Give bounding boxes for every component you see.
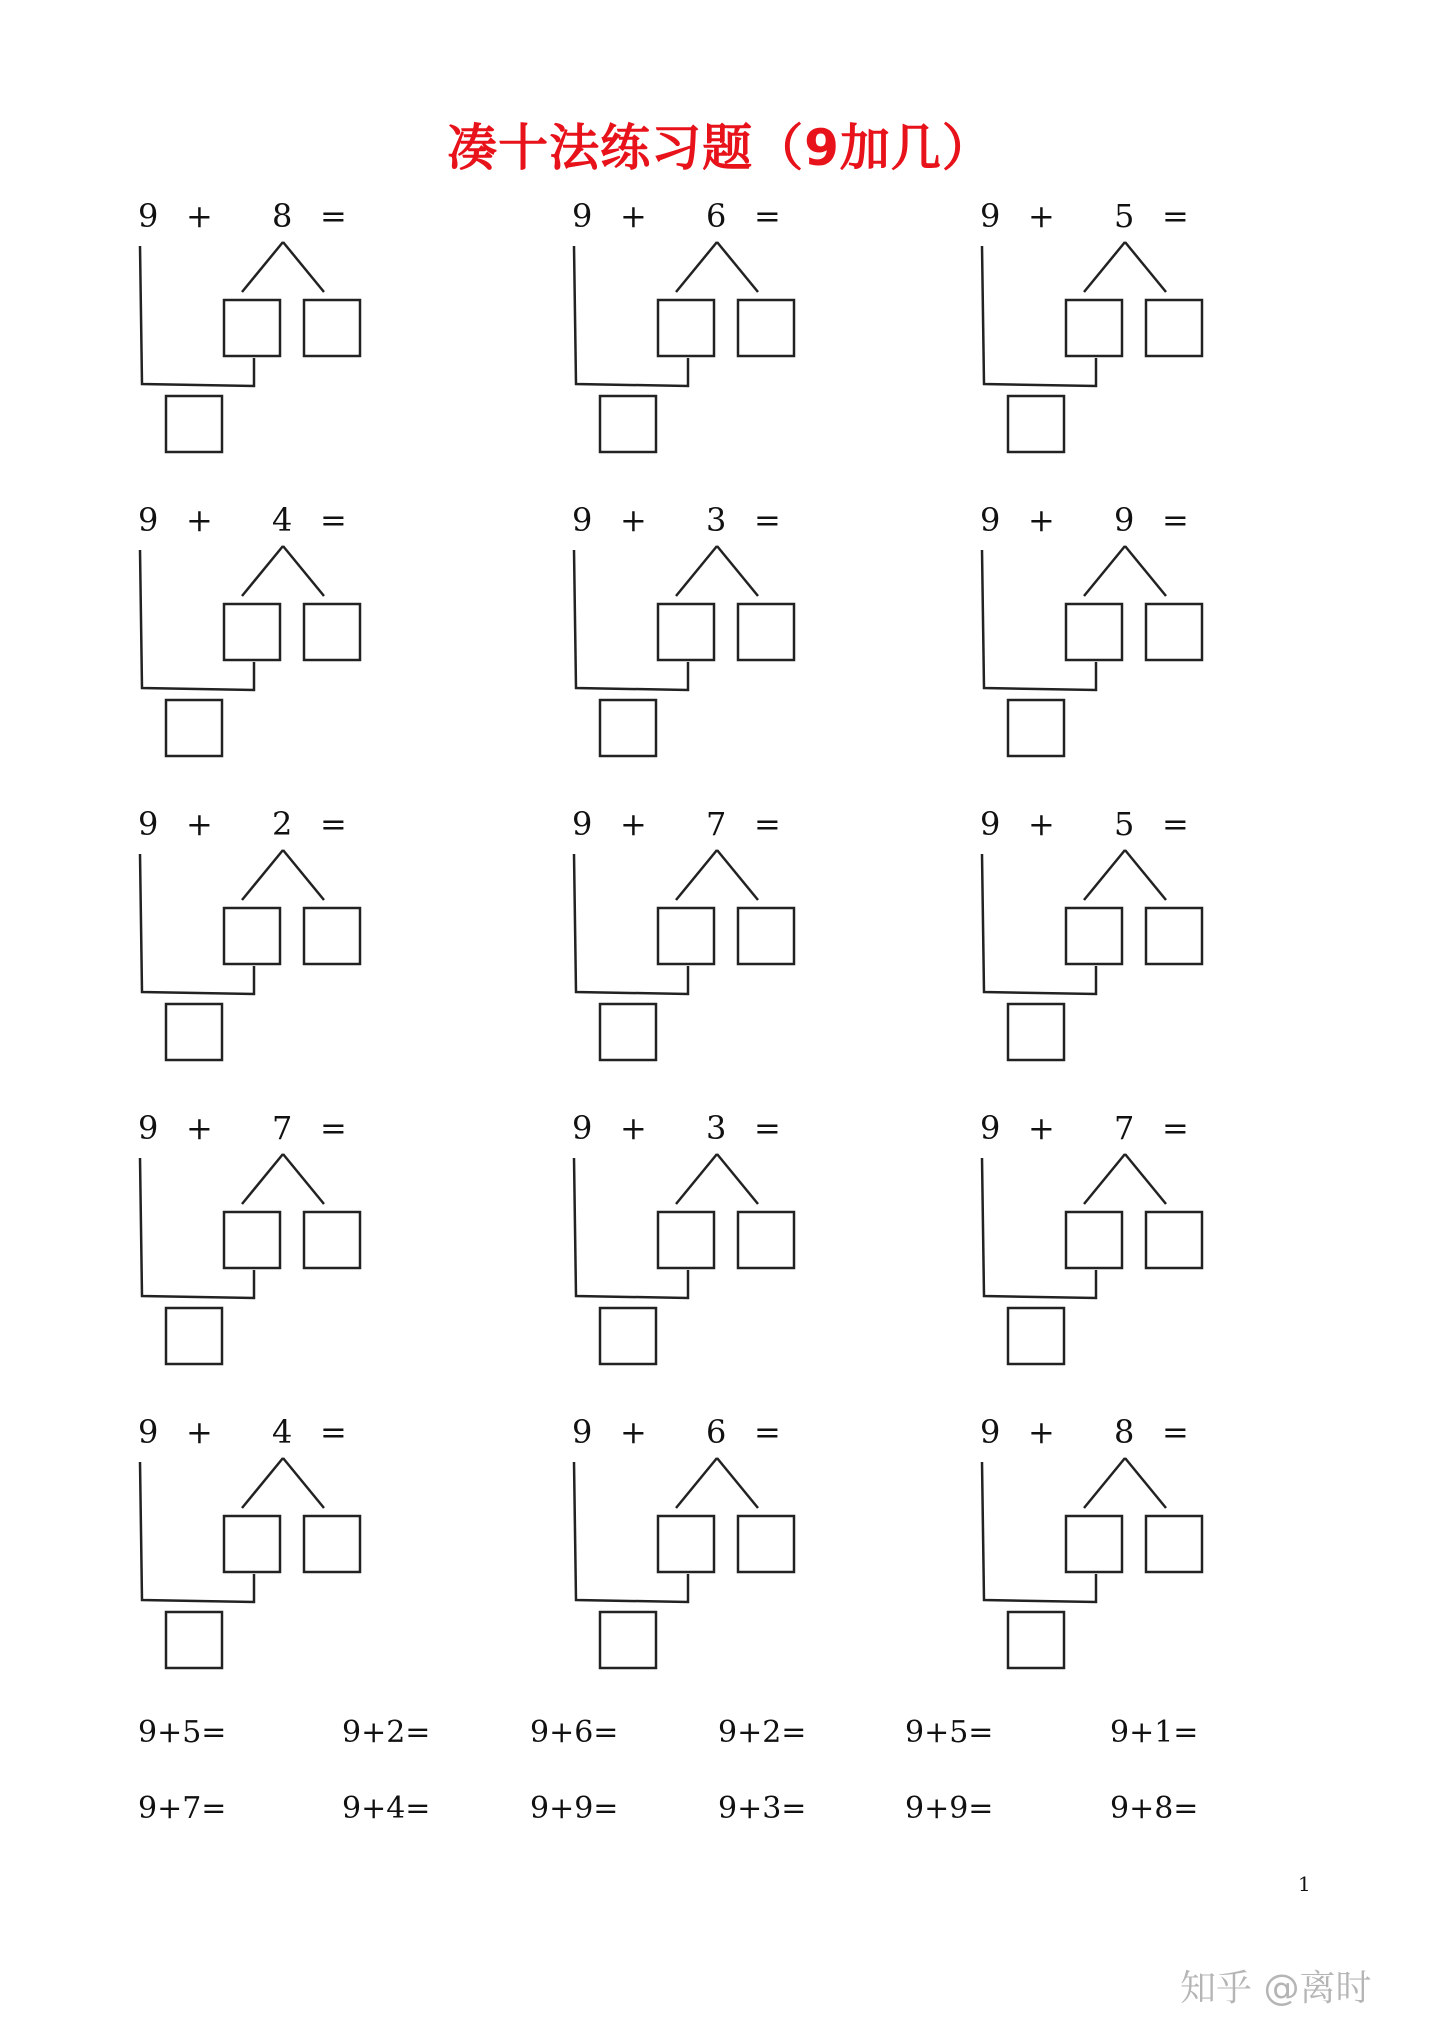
answer-box-ten <box>166 1308 222 1364</box>
bracket-line <box>574 1462 688 1602</box>
bracket-line <box>574 550 688 690</box>
addend-b: 5 <box>1114 197 1135 235</box>
bracket-line <box>574 1158 688 1298</box>
plus-sign: + <box>620 501 647 539</box>
bracket-line <box>140 246 254 386</box>
decomposition-diagram <box>138 1110 438 1410</box>
answer-box-part1 <box>224 1212 280 1268</box>
addend-b: 3 <box>706 1109 727 1147</box>
problem-1 <box>138 198 438 498</box>
answer-box-part2 <box>738 1516 794 1572</box>
plus-sign: + <box>1028 1413 1055 1451</box>
bracket-line <box>982 1462 1096 1602</box>
split-line-right <box>283 850 324 900</box>
addend-b: 8 <box>272 197 293 235</box>
decomposition-diagram <box>572 1414 872 1714</box>
decomposition-diagram <box>980 198 1280 498</box>
addend-a: 9 <box>980 1413 1001 1451</box>
answer-box-part2 <box>738 1212 794 1268</box>
problem-14 <box>572 1414 872 1714</box>
answer-box-part1 <box>1066 1516 1122 1572</box>
answer-box-part2 <box>738 604 794 660</box>
answer-box-ten <box>1008 1004 1064 1060</box>
answer-box-ten <box>600 1308 656 1364</box>
split-line-right <box>717 242 758 292</box>
answer-box-part2 <box>304 300 360 356</box>
answer-box-ten <box>166 396 222 452</box>
split-line-right <box>1125 546 1166 596</box>
split-line-left <box>1084 242 1125 292</box>
problem-11 <box>572 1110 872 1410</box>
page-title: 凑十法练习题（9加几） <box>447 119 993 177</box>
problem-3 <box>980 198 1280 498</box>
addend-a: 9 <box>572 197 593 235</box>
answer-box-ten <box>166 1004 222 1060</box>
answer-box-ten <box>600 396 656 452</box>
plus-sign: + <box>620 197 647 235</box>
split-line-left <box>1084 1154 1125 1204</box>
equals-sign: = <box>1162 1413 1189 1451</box>
answer-box-part1 <box>658 604 714 660</box>
addend-b: 6 <box>706 197 727 235</box>
problem-13 <box>138 1414 438 1714</box>
addend-a: 9 <box>572 1413 593 1451</box>
answer-box-ten <box>600 1004 656 1060</box>
addend-a: 9 <box>980 805 1001 843</box>
equals-sign: = <box>1162 1109 1189 1147</box>
equals-sign: = <box>320 805 347 843</box>
decomposition-diagram <box>138 806 438 1106</box>
split-line-left <box>242 1458 283 1508</box>
problem-4 <box>138 502 438 802</box>
answer-box-part1 <box>1066 908 1122 964</box>
watermark: 知乎 @离时 <box>1180 1968 1372 2009</box>
plus-sign: + <box>186 805 213 843</box>
answer-box-part2 <box>304 604 360 660</box>
answer-box-part1 <box>1066 1212 1122 1268</box>
answer-box-ten <box>166 1612 222 1668</box>
addend-a: 9 <box>138 1413 159 1451</box>
addend-b: 7 <box>272 1109 293 1147</box>
split-line-left <box>676 850 717 900</box>
plus-sign: + <box>1028 501 1055 539</box>
equals-sign: = <box>320 1413 347 1451</box>
addend-a: 9 <box>980 197 1001 235</box>
quick-problem: 9+7= <box>138 1791 227 1826</box>
quick-problem: 9+2= <box>342 1715 431 1750</box>
answer-box-part1 <box>1066 300 1122 356</box>
split-line-left <box>1084 546 1125 596</box>
split-line-right <box>283 242 324 292</box>
answer-box-ten <box>1008 396 1064 452</box>
decomposition-diagram <box>572 806 872 1106</box>
answer-box-ten <box>166 700 222 756</box>
equals-sign: = <box>1162 805 1189 843</box>
split-line-right <box>717 1458 758 1508</box>
answer-box-part1 <box>658 300 714 356</box>
addend-b: 4 <box>272 1413 293 1451</box>
split-line-right <box>1125 850 1166 900</box>
split-line-right <box>283 546 324 596</box>
answer-box-part1 <box>658 1212 714 1268</box>
bracket-line <box>140 550 254 690</box>
split-line-left <box>1084 850 1125 900</box>
quick-problem: 9+1= <box>1110 1715 1199 1750</box>
bracket-line <box>982 550 1096 690</box>
split-line-left <box>242 1154 283 1204</box>
bracket-line <box>982 854 1096 994</box>
plus-sign: + <box>186 197 213 235</box>
decomposition-diagram <box>138 198 438 498</box>
addend-b: 7 <box>1114 1109 1135 1147</box>
split-line-left <box>242 242 283 292</box>
plus-sign: + <box>1028 1109 1055 1147</box>
equals-sign: = <box>320 197 347 235</box>
answer-box-part1 <box>658 1516 714 1572</box>
answer-box-part2 <box>738 908 794 964</box>
plus-sign: + <box>1028 197 1055 235</box>
plus-sign: + <box>186 1413 213 1451</box>
addend-b: 4 <box>272 501 293 539</box>
split-line-right <box>1125 1154 1166 1204</box>
addend-a: 9 <box>572 805 593 843</box>
problem-10 <box>138 1110 438 1410</box>
quick-problem: 9+3= <box>718 1791 807 1826</box>
decomposition-diagram <box>980 806 1280 1106</box>
addend-a: 9 <box>572 501 593 539</box>
decomposition-diagram <box>980 502 1280 802</box>
answer-box-part2 <box>1146 300 1202 356</box>
addend-b: 6 <box>706 1413 727 1451</box>
answer-box-ten <box>600 700 656 756</box>
quick-problem: 9+2= <box>718 1715 807 1750</box>
quick-problem: 9+4= <box>342 1791 431 1826</box>
answer-box-part2 <box>304 1212 360 1268</box>
answer-box-part2 <box>304 908 360 964</box>
quick-problem: 9+5= <box>138 1715 227 1750</box>
plus-sign: + <box>1028 805 1055 843</box>
quick-problem: 9+8= <box>1110 1791 1199 1826</box>
addend-b: 5 <box>1114 805 1135 843</box>
decomposition-diagram <box>980 1110 1280 1410</box>
bracket-line <box>574 854 688 994</box>
split-line-right <box>1125 242 1166 292</box>
problem-7 <box>138 806 438 1106</box>
addend-a: 9 <box>138 805 159 843</box>
addend-a: 9 <box>138 1109 159 1147</box>
split-line-right <box>717 546 758 596</box>
problem-5 <box>572 502 872 802</box>
split-line-left <box>676 1154 717 1204</box>
bracket-line <box>574 246 688 386</box>
quick-problem: 9+9= <box>530 1791 619 1826</box>
addend-a: 9 <box>138 197 159 235</box>
problem-15 <box>980 1414 1280 1714</box>
split-line-left <box>1084 1458 1125 1508</box>
plus-sign: + <box>186 1109 213 1147</box>
equals-sign: = <box>754 197 781 235</box>
answer-box-part1 <box>224 604 280 660</box>
addend-b: 9 <box>1114 501 1135 539</box>
answer-box-part1 <box>224 300 280 356</box>
bracket-line <box>982 1158 1096 1298</box>
addend-b: 2 <box>272 805 293 843</box>
answer-box-part1 <box>658 908 714 964</box>
decomposition-diagram <box>138 1414 438 1714</box>
equals-sign: = <box>754 1109 781 1147</box>
problem-12 <box>980 1110 1280 1410</box>
answer-box-part2 <box>1146 1212 1202 1268</box>
answer-box-part2 <box>1146 604 1202 660</box>
equals-sign: = <box>754 1413 781 1451</box>
addend-a: 9 <box>572 1109 593 1147</box>
addend-a: 9 <box>980 1109 1001 1147</box>
split-line-right <box>1125 1458 1166 1508</box>
answer-box-ten <box>1008 1612 1064 1668</box>
decomposition-diagram <box>572 1110 872 1410</box>
addend-b: 3 <box>706 501 727 539</box>
equals-sign: = <box>754 501 781 539</box>
equals-sign: = <box>1162 197 1189 235</box>
bracket-line <box>982 246 1096 386</box>
answer-box-ten <box>600 1612 656 1668</box>
equals-sign: = <box>1162 501 1189 539</box>
bracket-line <box>140 1462 254 1602</box>
addend-a: 9 <box>980 501 1001 539</box>
bracket-line <box>140 854 254 994</box>
plus-sign: + <box>620 805 647 843</box>
split-line-left <box>676 1458 717 1508</box>
addend-a: 9 <box>138 501 159 539</box>
decomposition-diagram <box>138 502 438 802</box>
addend-b: 8 <box>1114 1413 1135 1451</box>
plus-sign: + <box>620 1109 647 1147</box>
problem-6 <box>980 502 1280 802</box>
problem-8 <box>572 806 872 1106</box>
answer-box-part2 <box>738 300 794 356</box>
answer-box-part1 <box>1066 604 1122 660</box>
problem-9 <box>980 806 1280 1106</box>
plus-sign: + <box>620 1413 647 1451</box>
equals-sign: = <box>754 805 781 843</box>
split-line-right <box>283 1458 324 1508</box>
split-line-right <box>717 850 758 900</box>
decomposition-diagram <box>980 1414 1280 1714</box>
page-number: 1 <box>1298 1872 1311 1896</box>
answer-box-part2 <box>1146 908 1202 964</box>
equals-sign: = <box>320 1109 347 1147</box>
decomposition-diagram <box>572 502 872 802</box>
decomposition-diagram <box>572 198 872 498</box>
split-line-left <box>242 850 283 900</box>
split-line-left <box>242 546 283 596</box>
split-line-right <box>283 1154 324 1204</box>
answer-box-part1 <box>224 908 280 964</box>
quick-problem: 9+6= <box>530 1715 619 1750</box>
split-line-left <box>676 242 717 292</box>
bracket-line <box>140 1158 254 1298</box>
split-line-right <box>717 1154 758 1204</box>
quick-problem: 9+5= <box>905 1715 994 1750</box>
plus-sign: + <box>186 501 213 539</box>
quick-problem: 9+9= <box>905 1791 994 1826</box>
addend-b: 7 <box>706 805 727 843</box>
answer-box-part1 <box>224 1516 280 1572</box>
answer-box-ten <box>1008 1308 1064 1364</box>
split-line-left <box>676 546 717 596</box>
equals-sign: = <box>320 501 347 539</box>
answer-box-part2 <box>304 1516 360 1572</box>
answer-box-ten <box>1008 700 1064 756</box>
problem-2 <box>572 198 872 498</box>
answer-box-part2 <box>1146 1516 1202 1572</box>
